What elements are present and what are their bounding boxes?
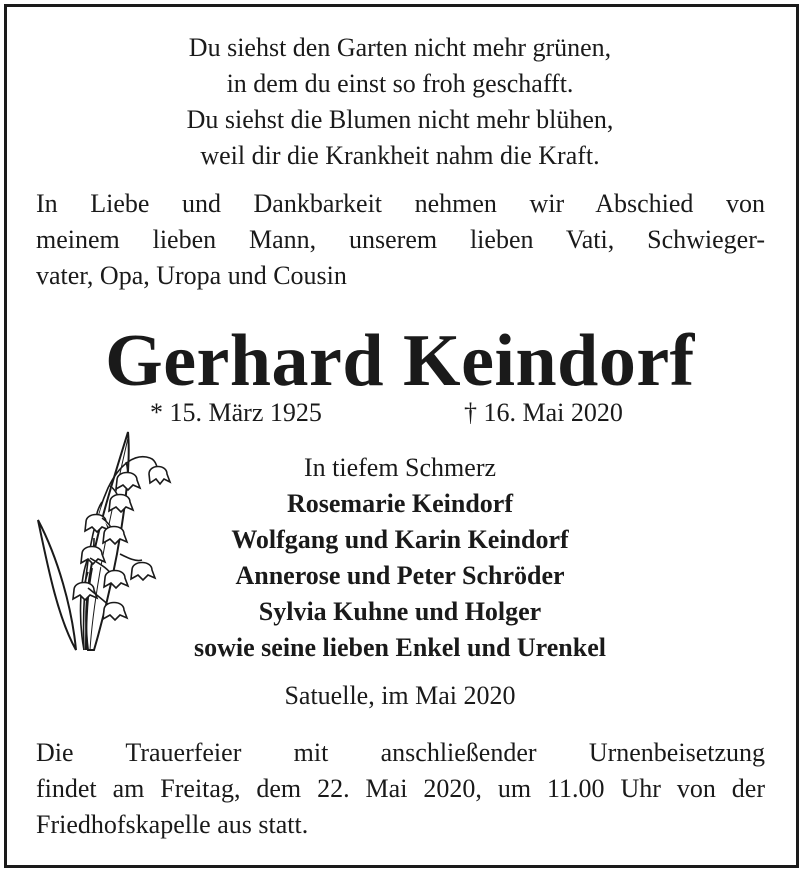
mourner-name: Sylvia Kuhne und Holger	[258, 597, 542, 626]
deceased-name: Gerhard Keindorf	[105, 320, 695, 402]
intro-text	[36, 186, 765, 294]
death-date: † 16. Mai 2020	[464, 398, 623, 427]
intro-line: meinem lieben Mann, unserem lieben Vati, Schwieger-	[36, 225, 765, 254]
mourners	[0, 450, 800, 666]
place-date: Satuelle, im Mai 2020	[284, 681, 516, 710]
funeral-line: Friedhofskapelle aus statt.	[36, 810, 309, 839]
poem-line: Du siehst den Garten nicht mehr grünen,	[188, 33, 612, 62]
intro-line: vater, Opa, Uropa und Cousin	[36, 261, 347, 290]
funeral-line: findet am Freitag, dem 22. Mai 2020, um 11.00 Uhr von der	[36, 774, 765, 803]
mourners-intro: In tiefem Schmerz	[303, 453, 497, 482]
poem-line: in dem du einst so froh geschafft.	[226, 69, 574, 98]
intro-line: In Liebe und Dankbarkeit nehmen wir Abschied von	[36, 189, 765, 218]
poem-line: weil dir die Krankheit nahm die Kraft.	[200, 141, 600, 170]
funeral-line: Die Trauerfeier mit anschließender Urnenbeisetzung	[36, 738, 765, 767]
mourner-name: Rosemarie Keindorf	[286, 489, 513, 518]
mourner-name: Annerose und Peter Schröder	[235, 561, 565, 590]
mourner-name: Wolfgang und Karin Keindorf	[231, 525, 569, 554]
poem	[0, 30, 800, 174]
funeral-info	[36, 735, 765, 843]
birth-date: * 15. März 1925	[150, 398, 322, 427]
poem-line: Du siehst die Blumen nicht mehr blühen,	[186, 105, 614, 134]
mourner-name: sowie seine lieben Enkel und Urenkel	[194, 633, 606, 662]
